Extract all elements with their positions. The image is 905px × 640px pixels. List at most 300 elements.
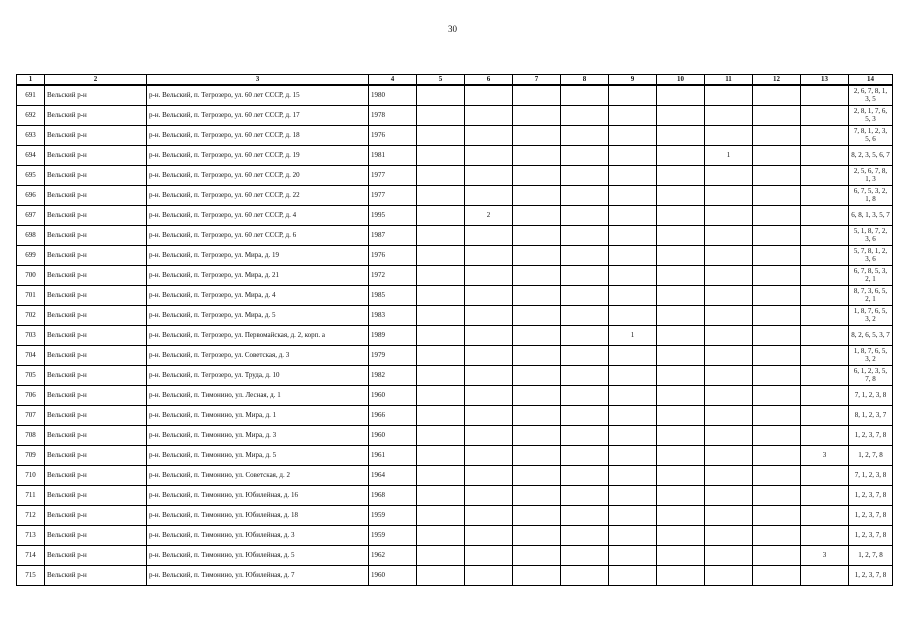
column-header: 9: [609, 75, 657, 86]
empty-cell: [417, 386, 465, 406]
value-cell-11: [705, 546, 753, 566]
empty-cell: [657, 246, 705, 266]
table-row: [17, 506, 893, 526]
empty-cell: [417, 346, 465, 366]
empty-cell: [753, 306, 801, 326]
district-cell: Вельский р-н: [45, 466, 147, 486]
row-number: 713: [17, 526, 45, 546]
value-cell-11: [705, 226, 753, 246]
value-cell-6: [465, 126, 513, 146]
value-cell-6: [465, 246, 513, 266]
value-cell-13: [801, 286, 849, 306]
value-cell-11: [705, 246, 753, 266]
table-row: [17, 206, 893, 226]
value-cell-9: [609, 286, 657, 306]
address-cell: р-н. Вельский, п. Тимонино, ул. Юбилейная, д. 18: [147, 506, 369, 526]
value-cell-11: [705, 306, 753, 326]
address-cell: р-н. Вельский, п. Тегрозеро, ул. 60 лет СССР, д. 18: [147, 126, 369, 146]
empty-cell: [657, 426, 705, 446]
value-cell-13: [801, 85, 849, 106]
empty-cell: [753, 426, 801, 446]
empty-cell: [513, 286, 561, 306]
empty-cell: [657, 366, 705, 386]
value-cell-9: [609, 186, 657, 206]
empty-cell: [417, 106, 465, 126]
district-cell: Вельский р-н: [45, 386, 147, 406]
district-cell: Вельский р-н: [45, 306, 147, 326]
empty-cell: [657, 146, 705, 166]
empty-cell: [657, 486, 705, 506]
row-number: 694: [17, 146, 45, 166]
empty-cell: [657, 306, 705, 326]
value-cell-11: [705, 506, 753, 526]
year-cell: 1966: [369, 406, 417, 426]
codes-cell: 5, 7, 8, 1, 2, 3, 6: [849, 246, 893, 266]
empty-cell: [657, 566, 705, 586]
empty-cell: [561, 85, 609, 106]
table-row: [17, 85, 893, 106]
value-cell-6: [465, 546, 513, 566]
year-cell: 1979: [369, 346, 417, 366]
empty-cell: [561, 266, 609, 286]
year-cell: 1989: [369, 326, 417, 346]
value-cell-6: [465, 106, 513, 126]
housing-register-table: [16, 74, 893, 586]
table-body: [17, 85, 893, 586]
address-cell: р-н. Вельский, п. Тегрозеро, ул. Мира, д. 21: [147, 266, 369, 286]
district-cell: Вельский р-н: [45, 346, 147, 366]
row-number: 715: [17, 566, 45, 586]
value-cell-9: [609, 346, 657, 366]
empty-cell: [753, 266, 801, 286]
value-cell-11: [705, 266, 753, 286]
address-cell: р-н. Вельский, п. Тегрозеро, ул. 60 лет СССР, д. 6: [147, 226, 369, 246]
value-cell-11: [705, 126, 753, 146]
empty-cell: [561, 246, 609, 266]
empty-cell: [561, 166, 609, 186]
empty-cell: [513, 246, 561, 266]
value-cell-13: [801, 386, 849, 406]
value-cell-6: 2: [465, 206, 513, 226]
address-cell: р-н. Вельский, п. Тимонино, ул. Лесная, д. 1: [147, 386, 369, 406]
table-row: [17, 126, 893, 146]
empty-cell: [753, 406, 801, 426]
value-cell-11: [705, 346, 753, 366]
address-cell: р-н. Вельский, п. Тегрозеро, ул. Труда, д. 10: [147, 366, 369, 386]
value-cell-13: [801, 206, 849, 226]
district-cell: Вельский р-н: [45, 226, 147, 246]
empty-cell: [657, 186, 705, 206]
empty-cell: [417, 186, 465, 206]
table-row: [17, 546, 893, 566]
year-cell: 1972: [369, 266, 417, 286]
row-number: 691: [17, 85, 45, 106]
empty-cell: [513, 486, 561, 506]
value-cell-6: [465, 526, 513, 546]
row-number: 693: [17, 126, 45, 146]
value-cell-13: [801, 146, 849, 166]
empty-cell: [753, 126, 801, 146]
value-cell-9: [609, 126, 657, 146]
empty-cell: [417, 406, 465, 426]
empty-cell: [753, 346, 801, 366]
empty-cell: [657, 85, 705, 106]
empty-cell: [561, 446, 609, 466]
district-cell: Вельский р-н: [45, 446, 147, 466]
empty-cell: [417, 566, 465, 586]
empty-cell: [417, 446, 465, 466]
empty-cell: [417, 546, 465, 566]
value-cell-13: [801, 326, 849, 346]
empty-cell: [657, 266, 705, 286]
codes-cell: 1, 8, 7, 6, 5, 3, 2: [849, 306, 893, 326]
row-number: 709: [17, 446, 45, 466]
empty-cell: [753, 226, 801, 246]
district-cell: Вельский р-н: [45, 106, 147, 126]
table-row: [17, 166, 893, 186]
empty-cell: [513, 85, 561, 106]
empty-cell: [657, 166, 705, 186]
district-cell: Вельский р-н: [45, 126, 147, 146]
table-row: [17, 186, 893, 206]
empty-cell: [417, 126, 465, 146]
district-cell: Вельский р-н: [45, 146, 147, 166]
value-cell-9: [609, 426, 657, 446]
year-cell: 1959: [369, 526, 417, 546]
empty-cell: [657, 526, 705, 546]
empty-cell: [513, 526, 561, 546]
column-header: 8: [561, 75, 609, 86]
value-cell-9: [609, 386, 657, 406]
district-cell: Вельский р-н: [45, 566, 147, 586]
empty-cell: [513, 306, 561, 326]
empty-cell: [513, 146, 561, 166]
row-number: 697: [17, 206, 45, 226]
value-cell-9: [609, 146, 657, 166]
empty-cell: [417, 166, 465, 186]
empty-cell: [513, 406, 561, 426]
codes-cell: 1, 2, 3, 7, 8: [849, 566, 893, 586]
column-header: 12: [753, 75, 801, 86]
empty-cell: [753, 85, 801, 106]
year-cell: 1959: [369, 506, 417, 526]
empty-cell: [513, 166, 561, 186]
table-row: [17, 566, 893, 586]
address-cell: р-н. Вельский, п. Тегрозеро, ул. Мира, д. 4: [147, 286, 369, 306]
codes-cell: 8, 7, 3, 6, 5, 2, 1: [849, 286, 893, 306]
empty-cell: [513, 546, 561, 566]
codes-cell: 7, 1, 2, 3, 8: [849, 466, 893, 486]
empty-cell: [513, 206, 561, 226]
codes-cell: 7, 1, 2, 3, 8: [849, 386, 893, 406]
codes-cell: 8, 2, 3, 5, 6, 7: [849, 146, 893, 166]
codes-cell: 8, 2, 6, 5, 3, 7: [849, 326, 893, 346]
row-number: 695: [17, 166, 45, 186]
year-cell: 1977: [369, 186, 417, 206]
district-cell: Вельский р-н: [45, 246, 147, 266]
year-cell: 1976: [369, 246, 417, 266]
address-cell: р-н. Вельский, п. Тимонино, ул. Мира, д. 3: [147, 426, 369, 446]
year-cell: 1964: [369, 466, 417, 486]
district-cell: Вельский р-н: [45, 326, 147, 346]
value-cell-9: [609, 506, 657, 526]
year-cell: 1977: [369, 166, 417, 186]
column-header: 3: [147, 75, 369, 86]
value-cell-13: [801, 526, 849, 546]
year-cell: 1983: [369, 306, 417, 326]
value-cell-6: [465, 566, 513, 586]
page-number: 30: [448, 24, 457, 34]
empty-cell: [417, 206, 465, 226]
column-header: 7: [513, 75, 561, 86]
value-cell-6: [465, 286, 513, 306]
empty-cell: [753, 486, 801, 506]
empty-cell: [417, 266, 465, 286]
empty-cell: [561, 306, 609, 326]
value-cell-13: [801, 186, 849, 206]
row-number: 714: [17, 546, 45, 566]
empty-cell: [417, 426, 465, 446]
row-number: 708: [17, 426, 45, 446]
value-cell-11: [705, 366, 753, 386]
empty-cell: [753, 326, 801, 346]
empty-cell: [513, 346, 561, 366]
value-cell-11: [705, 526, 753, 546]
address-cell: р-н. Вельский, п. Тегрозеро, ул. 60 лет СССР, д. 4: [147, 206, 369, 226]
value-cell-11: [705, 446, 753, 466]
row-number: 698: [17, 226, 45, 246]
district-cell: Вельский р-н: [45, 486, 147, 506]
value-cell-13: [801, 486, 849, 506]
empty-cell: [417, 286, 465, 306]
column-header: 14: [849, 75, 893, 86]
year-cell: 1980: [369, 85, 417, 106]
value-cell-9: [609, 85, 657, 106]
value-cell-6: [465, 466, 513, 486]
value-cell-11: [705, 386, 753, 406]
value-cell-9: [609, 406, 657, 426]
year-cell: 1960: [369, 426, 417, 446]
empty-cell: [561, 546, 609, 566]
value-cell-11: [705, 206, 753, 226]
empty-cell: [513, 266, 561, 286]
empty-cell: [417, 246, 465, 266]
row-number: 707: [17, 406, 45, 426]
row-number: 710: [17, 466, 45, 486]
value-cell-6: [465, 226, 513, 246]
empty-cell: [657, 506, 705, 526]
empty-cell: [657, 546, 705, 566]
empty-cell: [513, 466, 561, 486]
district-cell: Вельский р-н: [45, 526, 147, 546]
empty-cell: [417, 85, 465, 106]
value-cell-11: [705, 486, 753, 506]
address-cell: р-н. Вельский, п. Тегрозеро, ул. 60 лет СССР, д. 17: [147, 106, 369, 126]
row-number: 704: [17, 346, 45, 366]
empty-cell: [753, 206, 801, 226]
address-cell: р-н. Вельский, п. Тегрозеро, ул. 60 лет СССР, д. 19: [147, 146, 369, 166]
value-cell-9: [609, 466, 657, 486]
year-cell: 1976: [369, 126, 417, 146]
empty-cell: [513, 186, 561, 206]
empty-cell: [753, 506, 801, 526]
empty-cell: [417, 226, 465, 246]
empty-cell: [657, 446, 705, 466]
value-cell-9: [609, 266, 657, 286]
empty-cell: [753, 166, 801, 186]
value-cell-11: [705, 326, 753, 346]
empty-cell: [561, 386, 609, 406]
value-cell-13: 3: [801, 546, 849, 566]
empty-cell: [657, 406, 705, 426]
year-cell: 1978: [369, 106, 417, 126]
address-cell: р-н. Вельский, п. Тегрозеро, ул. 60 лет СССР, д. 15: [147, 85, 369, 106]
district-cell: Вельский р-н: [45, 506, 147, 526]
table-row: [17, 406, 893, 426]
value-cell-9: [609, 366, 657, 386]
table-row: [17, 366, 893, 386]
codes-cell: 5, 1, 8, 7, 2, 3, 6: [849, 226, 893, 246]
value-cell-6: [465, 406, 513, 426]
value-cell-11: [705, 166, 753, 186]
value-cell-9: [609, 566, 657, 586]
column-header: 6: [465, 75, 513, 86]
value-cell-13: [801, 246, 849, 266]
codes-cell: 2, 6, 7, 8, 1, 3, 5: [849, 85, 893, 106]
empty-cell: [561, 346, 609, 366]
district-cell: Вельский р-н: [45, 546, 147, 566]
table-row: [17, 346, 893, 366]
empty-cell: [753, 146, 801, 166]
empty-cell: [513, 126, 561, 146]
empty-cell: [561, 106, 609, 126]
value-cell-9: 1: [609, 326, 657, 346]
value-cell-6: [465, 326, 513, 346]
empty-cell: [657, 126, 705, 146]
empty-cell: [657, 106, 705, 126]
empty-cell: [513, 426, 561, 446]
district-cell: Вельский р-н: [45, 266, 147, 286]
value-cell-6: [465, 486, 513, 506]
empty-cell: [417, 306, 465, 326]
year-cell: 1968: [369, 486, 417, 506]
value-cell-11: [705, 186, 753, 206]
empty-cell: [513, 386, 561, 406]
district-cell: Вельский р-н: [45, 426, 147, 446]
codes-cell: 8, 1, 2, 3, 7: [849, 406, 893, 426]
row-number: 706: [17, 386, 45, 406]
value-cell-13: [801, 166, 849, 186]
empty-cell: [561, 326, 609, 346]
empty-cell: [561, 206, 609, 226]
value-cell-6: [465, 146, 513, 166]
value-cell-6: [465, 506, 513, 526]
value-cell-9: [609, 526, 657, 546]
value-cell-6: [465, 346, 513, 366]
empty-cell: [657, 386, 705, 406]
empty-cell: [561, 426, 609, 446]
table-row: [17, 466, 893, 486]
empty-cell: [753, 106, 801, 126]
table-row: [17, 386, 893, 406]
district-cell: Вельский р-н: [45, 406, 147, 426]
value-cell-13: [801, 426, 849, 446]
value-cell-9: [609, 226, 657, 246]
empty-cell: [417, 486, 465, 506]
empty-cell: [417, 466, 465, 486]
codes-cell: 1, 2, 3, 7, 8: [849, 486, 893, 506]
codes-cell: 2, 5, 6, 7, 8, 1, 3: [849, 166, 893, 186]
table-row: [17, 106, 893, 126]
empty-cell: [561, 186, 609, 206]
empty-cell: [417, 526, 465, 546]
table-row: [17, 266, 893, 286]
address-cell: р-н. Вельский, п. Тимонино, ул. Юбилейная, д. 3: [147, 526, 369, 546]
row-number: 712: [17, 506, 45, 526]
codes-cell: 1, 2, 7, 8: [849, 446, 893, 466]
empty-cell: [657, 346, 705, 366]
empty-cell: [753, 366, 801, 386]
column-header: 4: [369, 75, 417, 86]
empty-cell: [417, 366, 465, 386]
empty-cell: [753, 566, 801, 586]
address-cell: р-н. Вельский, п. Тегрозеро, ул. Мира, д. 5: [147, 306, 369, 326]
empty-cell: [561, 466, 609, 486]
value-cell-13: [801, 126, 849, 146]
empty-cell: [513, 506, 561, 526]
codes-cell: 1, 2, 3, 7, 8: [849, 506, 893, 526]
value-cell-9: [609, 246, 657, 266]
empty-cell: [657, 326, 705, 346]
empty-cell: [417, 506, 465, 526]
year-cell: 1987: [369, 226, 417, 246]
year-cell: 1960: [369, 386, 417, 406]
empty-cell: [417, 326, 465, 346]
empty-cell: [561, 146, 609, 166]
empty-cell: [561, 526, 609, 546]
codes-cell: 2, 8, 1, 7, 6, 5, 3: [849, 106, 893, 126]
empty-cell: [561, 486, 609, 506]
value-cell-11: [705, 426, 753, 446]
value-cell-13: [801, 346, 849, 366]
empty-cell: [417, 146, 465, 166]
value-cell-9: [609, 486, 657, 506]
value-cell-11: [705, 106, 753, 126]
value-cell-13: [801, 226, 849, 246]
value-cell-13: [801, 306, 849, 326]
empty-cell: [561, 366, 609, 386]
codes-cell: 6, 7, 8, 5, 3, 2, 1: [849, 266, 893, 286]
district-cell: Вельский р-н: [45, 186, 147, 206]
value-cell-13: [801, 366, 849, 386]
table-row: [17, 446, 893, 466]
address-cell: р-н. Вельский, п. Тегрозеро, ул. Первомайская, д. 2, корп. а: [147, 326, 369, 346]
address-cell: р-н. Вельский, п. Тегрозеро, ул. Советская, д. 3: [147, 346, 369, 366]
row-number: 692: [17, 106, 45, 126]
address-cell: р-н. Вельский, п. Тимонино, ул. Юбилейная, д. 16: [147, 486, 369, 506]
district-cell: Вельский р-н: [45, 366, 147, 386]
table-row: [17, 526, 893, 546]
empty-cell: [513, 446, 561, 466]
value-cell-13: [801, 106, 849, 126]
district-cell: Вельский р-н: [45, 85, 147, 106]
row-number: 696: [17, 186, 45, 206]
row-number: 699: [17, 246, 45, 266]
empty-cell: [561, 506, 609, 526]
value-cell-9: [609, 306, 657, 326]
empty-cell: [657, 286, 705, 306]
column-header: 10: [657, 75, 705, 86]
